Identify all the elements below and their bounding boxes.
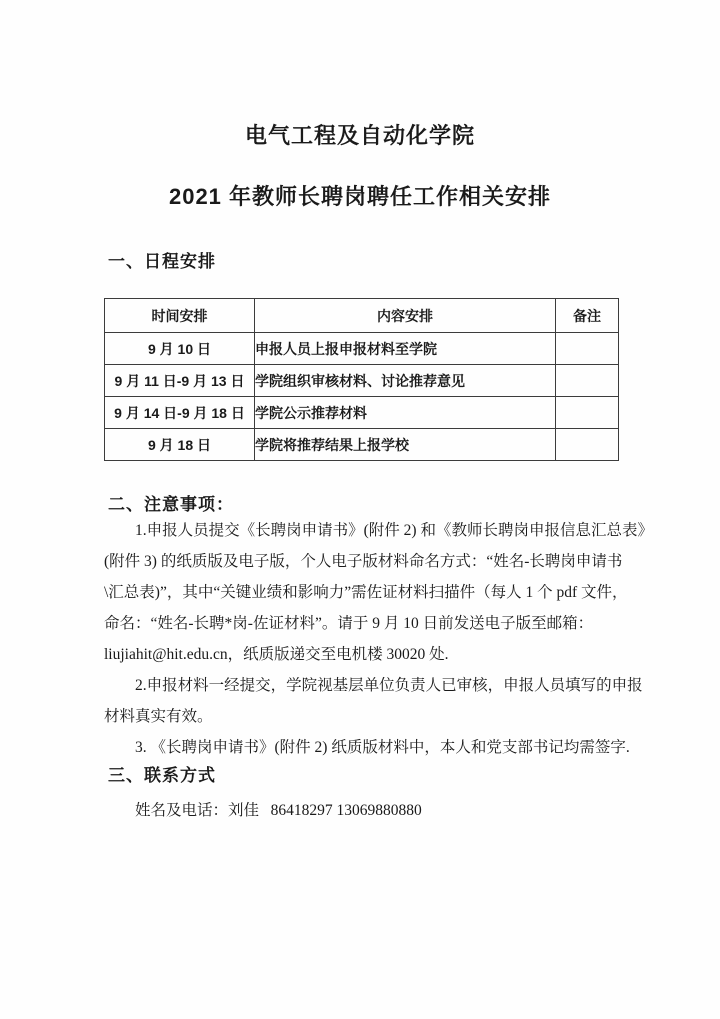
cell-content: 学院将推荐结果上报学校 [255, 429, 556, 461]
table-row [105, 429, 619, 461]
table-row [105, 397, 619, 429]
cell-content: 学院公示推荐材料 [255, 397, 556, 429]
text-line: 材料真实有效。 [104, 708, 213, 725]
cell-time: 9 月 11 日-9 月 13 日 [105, 365, 255, 397]
text-line: (附件 3) 的纸质版及电子版，个人电子版材料命名方式：“姓名-长聘岗申请书 [104, 553, 623, 570]
contact-line: 姓名及电话：刘佳 86418297 13069880880 [135, 802, 422, 819]
table-row [105, 365, 619, 397]
section-contact-heading: 三、联系方式 [108, 766, 216, 785]
cell-note [556, 397, 619, 429]
cell-time: 9 月 18 日 [105, 429, 255, 461]
text-line: 2.申报材料一经提交，学院视基层单位负责人已审核，申报人员填写的申报 [135, 677, 643, 694]
cell-note [556, 365, 619, 397]
table-header-row [105, 299, 619, 333]
doc-title-line2: 2021 年教师长聘岗聘任工作相关安排 [168, 184, 552, 209]
cell-time: 9 月 14 日-9 月 18 日 [105, 397, 255, 429]
cell-time: 9 月 10 日 [105, 333, 255, 365]
column-header-content: 内容安排 [255, 299, 556, 333]
table-row [105, 333, 619, 365]
text-line: 命名：“姓名-长聘*岗-佐证材料”。请于 9 月 10 日前发送电子版至邮箱： [104, 615, 594, 632]
section-schedule-heading: 一、日程安排 [108, 252, 216, 271]
notes-body [104, 515, 653, 763]
cell-note [556, 333, 619, 365]
section-notes-heading: 二、注意事项： [108, 495, 234, 514]
cell-content: 申报人员上报申报材料至学院 [255, 333, 556, 365]
text-line: 1.申报人员提交《长聘岗申请书》(附件 2) 和《教师长聘岗申报信息汇总表》 [135, 522, 653, 539]
cell-content: 学院组织审核材料、讨论推荐意见 [255, 365, 556, 397]
note-item-3 [104, 732, 630, 763]
column-header-time: 时间安排 [105, 299, 255, 333]
note-item-1 [104, 515, 653, 670]
text-line: liujiahit@hit.edu.cn，纸质版递交至电机楼 30020 处. [104, 646, 449, 663]
doc-title-line1: 电气工程及自动化学院 [244, 123, 475, 148]
text-line: \汇总表)”，其中“关键业绩和影响力”需佐证材料扫描件（每人 1 个 pdf 文件， [104, 584, 628, 601]
cell-note [556, 429, 619, 461]
note-item-2 [104, 670, 643, 732]
column-header-note: 备注 [556, 299, 619, 333]
text-line: 3. 《长聘岗申请书》(附件 2) 纸质版材料中，本人和党支部书记均需签字. [135, 739, 630, 756]
schedule-table [104, 298, 619, 461]
